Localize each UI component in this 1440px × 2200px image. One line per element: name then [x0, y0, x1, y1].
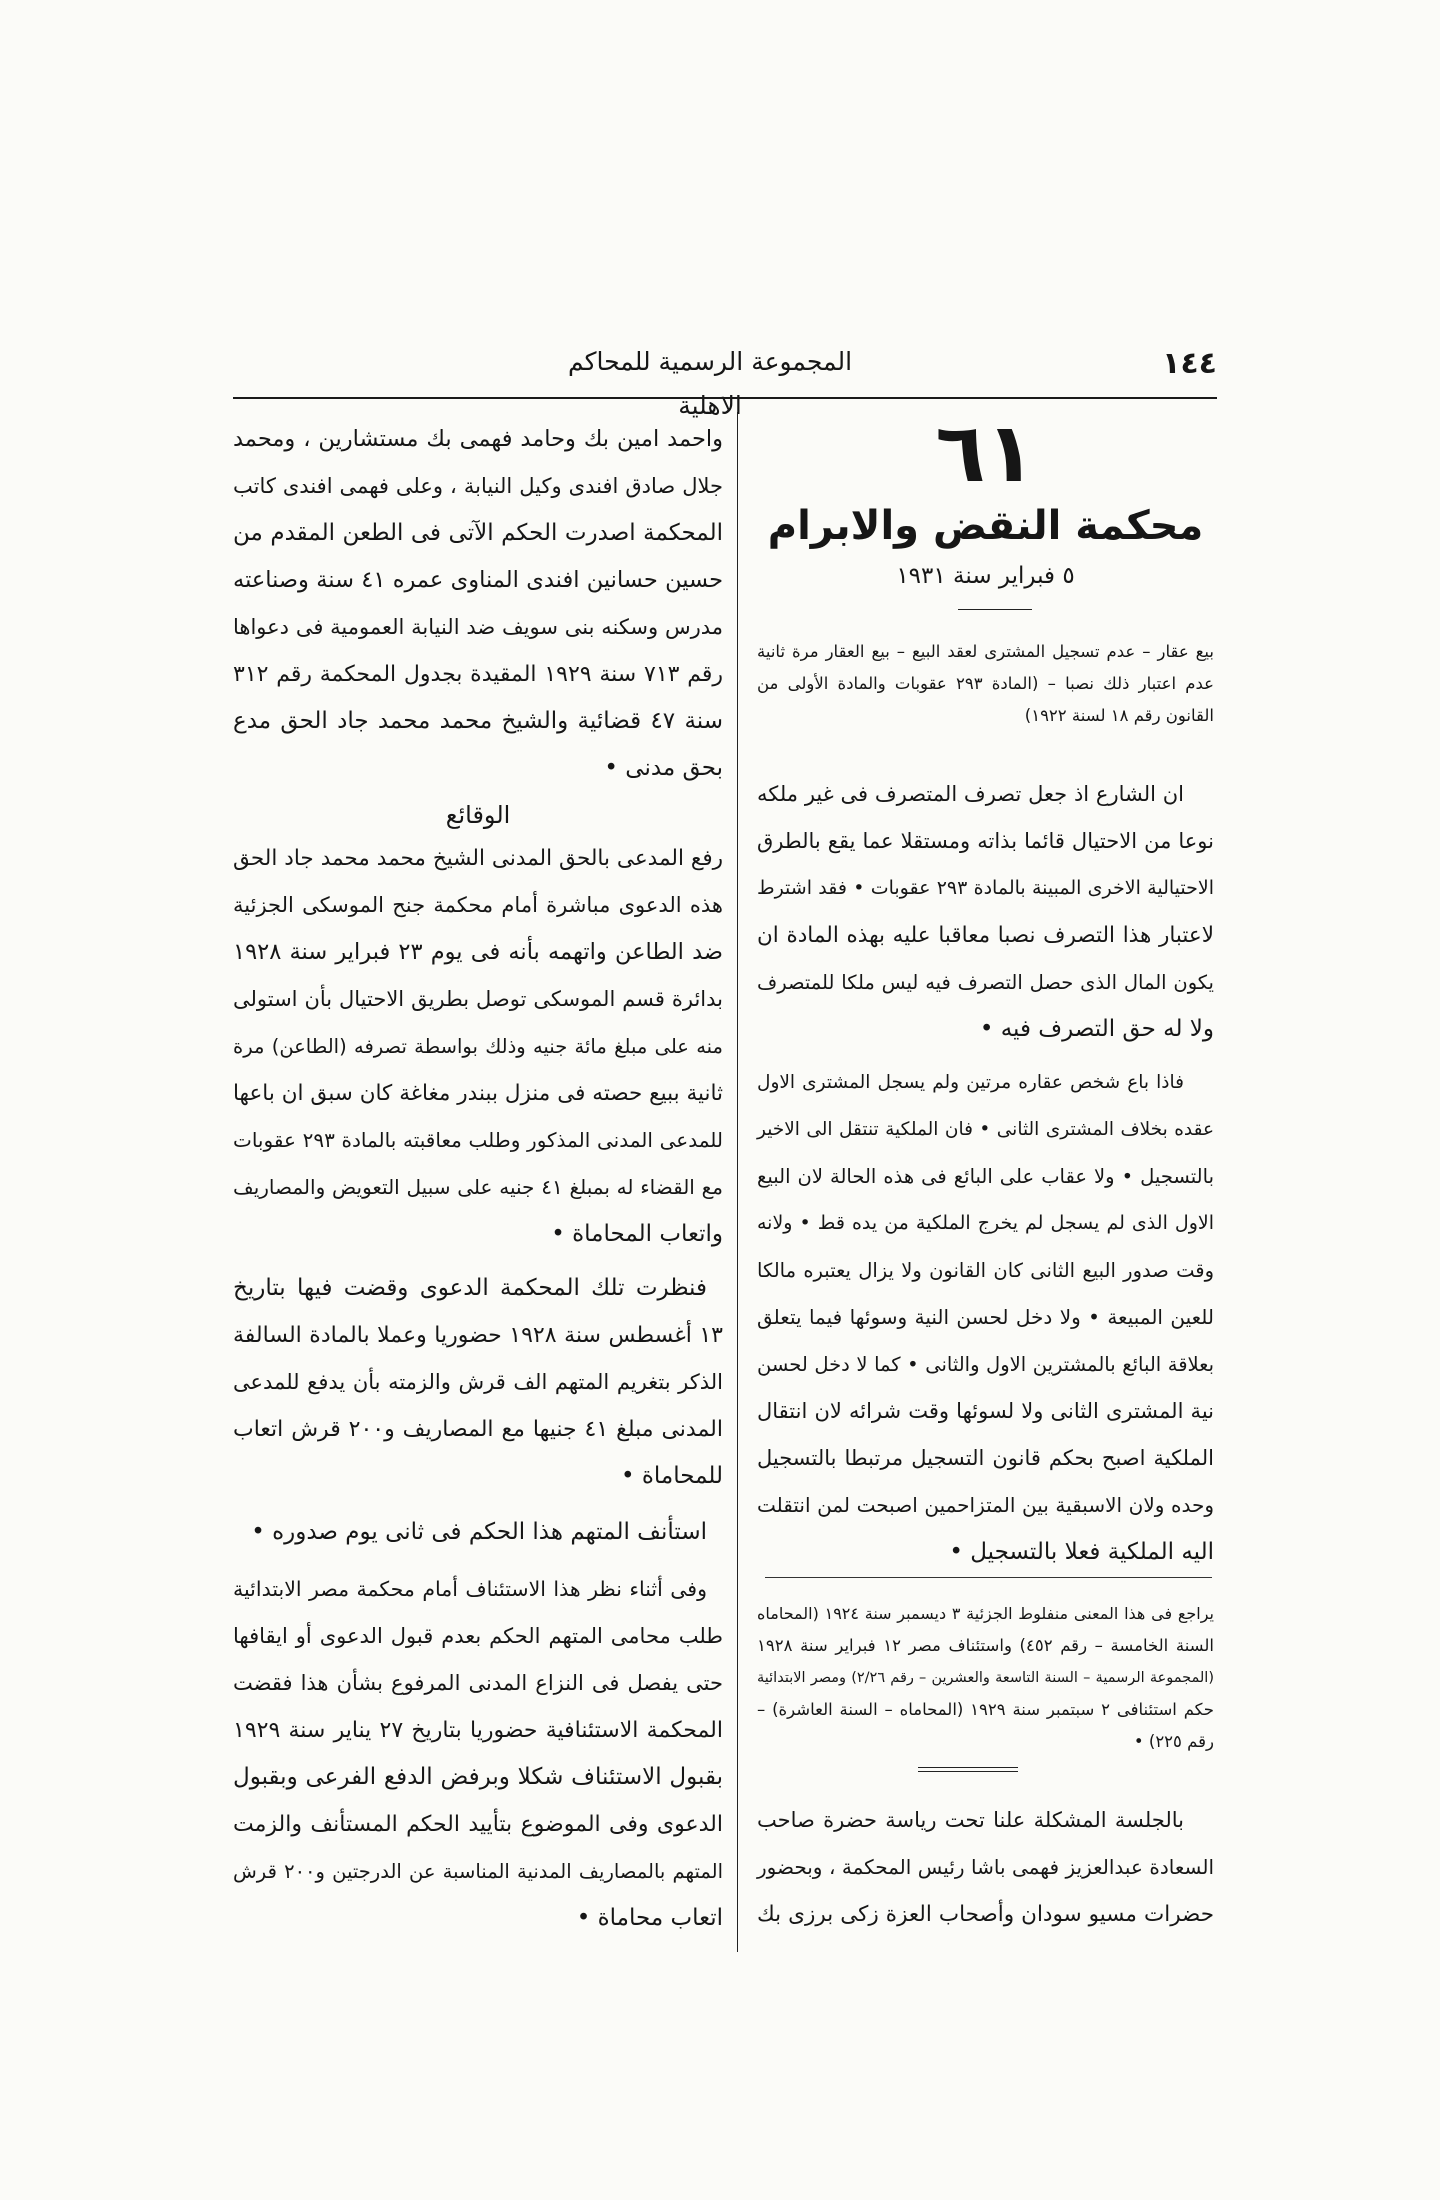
facts-line: حتى يفصل فى النزاع المدنى المرفوع بشأن هذا فقضت — [233, 1671, 723, 1695]
facts-paragraph — [233, 835, 723, 1258]
session-member-line: مدرس وسكنه بنى سويف ضد النيابة العمومية فى دعواها — [233, 615, 723, 639]
application-line: نية المشترى الثانى ولا لسوئها وقت شرائه لان انتقال — [757, 1399, 1214, 1423]
facts-line: مع القضاء له بمبلغ ٤١ جنيه على سبيل التعويض والمصاريف — [233, 1175, 723, 1199]
summary-line: عدم اعتبار ذلك نصبا – (المادة ٢٩٣ عقوبات والمادة الأولى من — [757, 674, 1214, 693]
facts-line: رفع المدعى بالحق المدنى الشيخ محمد محمد جاد الحق — [233, 846, 723, 871]
facts-line: ١٣ أغسطس سنة ١٩٢٨ حضوريا وعملا بالمادة السالفة — [233, 1323, 723, 1348]
legal-principle — [757, 771, 1214, 1053]
application-line: للعين المبيعة • ولا دخل لحسن النية وسوئها فيما يتعلق — [757, 1305, 1214, 1329]
court-name: محكمة النقض والابرام — [767, 503, 1204, 549]
facts-line: منه على مبلغ مائة جنيه وذلك بواسطة تصرفه (الطاعن) مرة — [233, 1035, 723, 1058]
application-line: بالتسجيل • ولا عقاب على البائع فى هذه الحالة لان البيع — [757, 1165, 1214, 1188]
principle-line: ولا له حق التصرف فيه • — [979, 1016, 1214, 1042]
footnote-line: رقم ٢٢٥) • — [1133, 1732, 1214, 1751]
footnote — [757, 1598, 1214, 1758]
facts-line: استأنف المتهم هذا الحكم فى ثانى يوم صدوره • — [251, 1519, 707, 1545]
journal-title: المجموعة الرسمية للمحاكم الاهلية — [567, 347, 853, 420]
application-line: وحده ولان الاسبقية بين المتزاحمين اصبحت لمن انتقلت — [757, 1493, 1214, 1517]
facts-line: المدنى مبلغ ٤١ جنيها مع المصاريف و٢٠٠ قرش اتعاب — [233, 1417, 723, 1442]
principle-line: ان الشارع اذ جعل تصرف المتصرف فى غير ملكه — [757, 782, 1184, 806]
facts-line: اتعاب محاماة • — [576, 1905, 723, 1931]
section-divider — [918, 1767, 1018, 1772]
facts-line: طلب محامى المتهم الحكم بعدم قبول الدعوى أو ايقافها — [233, 1624, 723, 1648]
session-member-line: رقم ٧١٣ سنة ١٩٢٩ المقيدة بجدول المحكمة رقم ٣١٢ — [233, 662, 723, 687]
facts-line: للمدعى المدنى المذكور وطلب معاقبته بالمادة ٢٩٣ عقوبات — [233, 1128, 723, 1152]
ruling-summary — [757, 636, 1214, 732]
application-line: اليه الملكية فعلا بالتسجيل • — [949, 1539, 1214, 1565]
footnote-line: السنة الخامسة – رقم ٤٥٢) واستئناف مصر ١٢ فبراير سنة ١٩٢٨ — [757, 1636, 1215, 1655]
header-rule — [233, 397, 1217, 399]
session-member-line: بحق مدنى • — [604, 755, 723, 781]
application-line: وقت صدور البيع الثانى كان القانون ولا يزال يعتبره مالكا — [757, 1259, 1214, 1282]
session-member-line: واحمد امين بك وحامد فهمى بك مستشارين ، ومحمد — [233, 426, 723, 452]
facts-line: بقبول الاستئناف شكلا وبرفض الدفع الفرعى وبقبول — [233, 1764, 723, 1790]
facts-line: المحكمة الاستئنافية حضوريا بتاريخ ٢٧ يناير سنة ١٩٢٩ — [233, 1718, 723, 1743]
principle-line: نوعا من الاحتيال قائما بذاته ومستقلا عما يقع بالطرق — [757, 829, 1214, 853]
session-member-line: جلال صادق افندى وكيل النيابة ، وعلى فهمى افندى كاتب — [233, 474, 723, 498]
ruling-date: ٥ فبراير سنة ١٩٣١ — [896, 563, 1075, 589]
application-line: الملكية اصبح بحكم قانون التسجيل مرتبطا بالتسجيل — [757, 1446, 1214, 1470]
session-member-line: المحكمة اصدرت الحكم الآتى فى الطعن المقدم من — [233, 520, 723, 546]
session-member-line: سنة ٤٧ قضائية والشيخ محمد محمد جاد الحق مدع — [233, 708, 723, 734]
principle-line: لاعتبار هذا التصرف نصبا معاقبا عليه بهذه المادة ان — [757, 923, 1214, 948]
facts-line: الذكر بتغريم المتهم الف قرش والزمته بأن يدفع للمدعى — [233, 1370, 723, 1394]
facts-line: بدائرة قسم الموسكى توصل بطريق الاحتيال بأن استولى — [233, 987, 723, 1011]
session-opening — [757, 1797, 1214, 1938]
footnote-line: (المجموعة الرسمية – السنة التاسعة والعشرين – رقم ٢/٢٦) ومصر الابتدائية — [757, 1670, 1214, 1686]
facts-heading: الوقائع — [445, 801, 511, 829]
facts-paragraph — [233, 1566, 723, 1942]
application-line: بعلاقة البائع بالمشترين الاول والثانى • كما لا دخل لحسن — [757, 1353, 1214, 1376]
facts-line: الدعوى وفى الموضوع بتأييد الحكم المستأنف والزمت — [233, 1812, 723, 1837]
summary-line: القانون رقم ١٨ لسنة ١٩٢٢) — [1024, 706, 1214, 725]
principle-application — [757, 1059, 1214, 1576]
summary-line: بيع عقار – عدم تسجيل المشترى لعقد البيع – بيع العقار مرة ثانية — [757, 642, 1214, 661]
facts-paragraph — [233, 1265, 723, 1500]
facts-line: ثانية ببيع حصته فى منزل ببندر مغاغة كان سبق ان باعها — [233, 1081, 723, 1106]
ruling-number: ٦١ — [935, 406, 1036, 501]
session-line: حضرات مسيو سودان وأصحاب العزة زكى برزى بك — [757, 1902, 1214, 1927]
footnote-line: يراجع فى هذا المعنى منفلوط الجزئية ٣ ديسمبر سنة ١٩٢٤ (المحاماه — [757, 1604, 1214, 1623]
session-member-line: حسين حسانين افندى المناوى عمره ٤١ سنة وصناعته — [233, 567, 723, 593]
application-line: فاذا باع شخص عقاره مرتين ولم يسجل المشترى الاول — [757, 1072, 1184, 1093]
column-divider — [737, 412, 738, 1952]
session-line: بالجلسة المشكلة علنا تحت رياسة حضرة صاحب — [757, 1808, 1184, 1832]
page-number: ١٤٤ — [1162, 346, 1217, 381]
application-line: الاول الذى لم يسجل لم يخرج الملكية من يده قط • ولانه — [757, 1212, 1214, 1234]
facts-line: هذه الدعوى مباشرة أمام محكمة جنح الموسكى الجزئية — [233, 893, 723, 917]
session-members — [233, 416, 723, 792]
date-rule — [958, 609, 1032, 610]
footnote-rule — [765, 1577, 1212, 1578]
principle-line: يكون المال الذى حصل التصرف فيه ليس ملكا للمتصرف — [757, 971, 1214, 994]
facts-line: واتعاب المحاماة • — [551, 1221, 723, 1247]
facts-paragraph — [233, 1509, 723, 1556]
facts-line: للمحاماة • — [620, 1463, 723, 1489]
principle-line: الاحتيالية الاخرى المبينة بالمادة ٢٩٣ عقوبات • فقد اشترط — [757, 877, 1214, 899]
facts-line: المتهم بالمصاريف المدنية المناسبة عن الدرجتين و٢٠٠ قرش — [233, 1860, 723, 1883]
footnote-line: حكم استئنافى ٢ سبتمبر سنة ١٩٢٩ (المحاماه – السنة العاشرة) – — [757, 1700, 1214, 1719]
session-line: السعادة عبدالعزيز فهمى باشا رئيس المحكمة ، وبحضور — [757, 1855, 1214, 1879]
facts-line: فنظرت تلك المحكمة الدعوى وقضت فيها بتاريخ — [233, 1275, 707, 1301]
facts-line: وفى أثناء نظر هذا الاستئناف أمام محكمة مصر الابتدائية — [233, 1577, 707, 1601]
facts-line: ضد الطاعن واتهمه بأنه فى يوم ٢٣ فبراير سنة ١٩٢٨ — [233, 939, 723, 965]
application-line: عقده بخلاف المشترى الثانى • فان الملكية تنتقل الى الاخير — [757, 1119, 1214, 1140]
